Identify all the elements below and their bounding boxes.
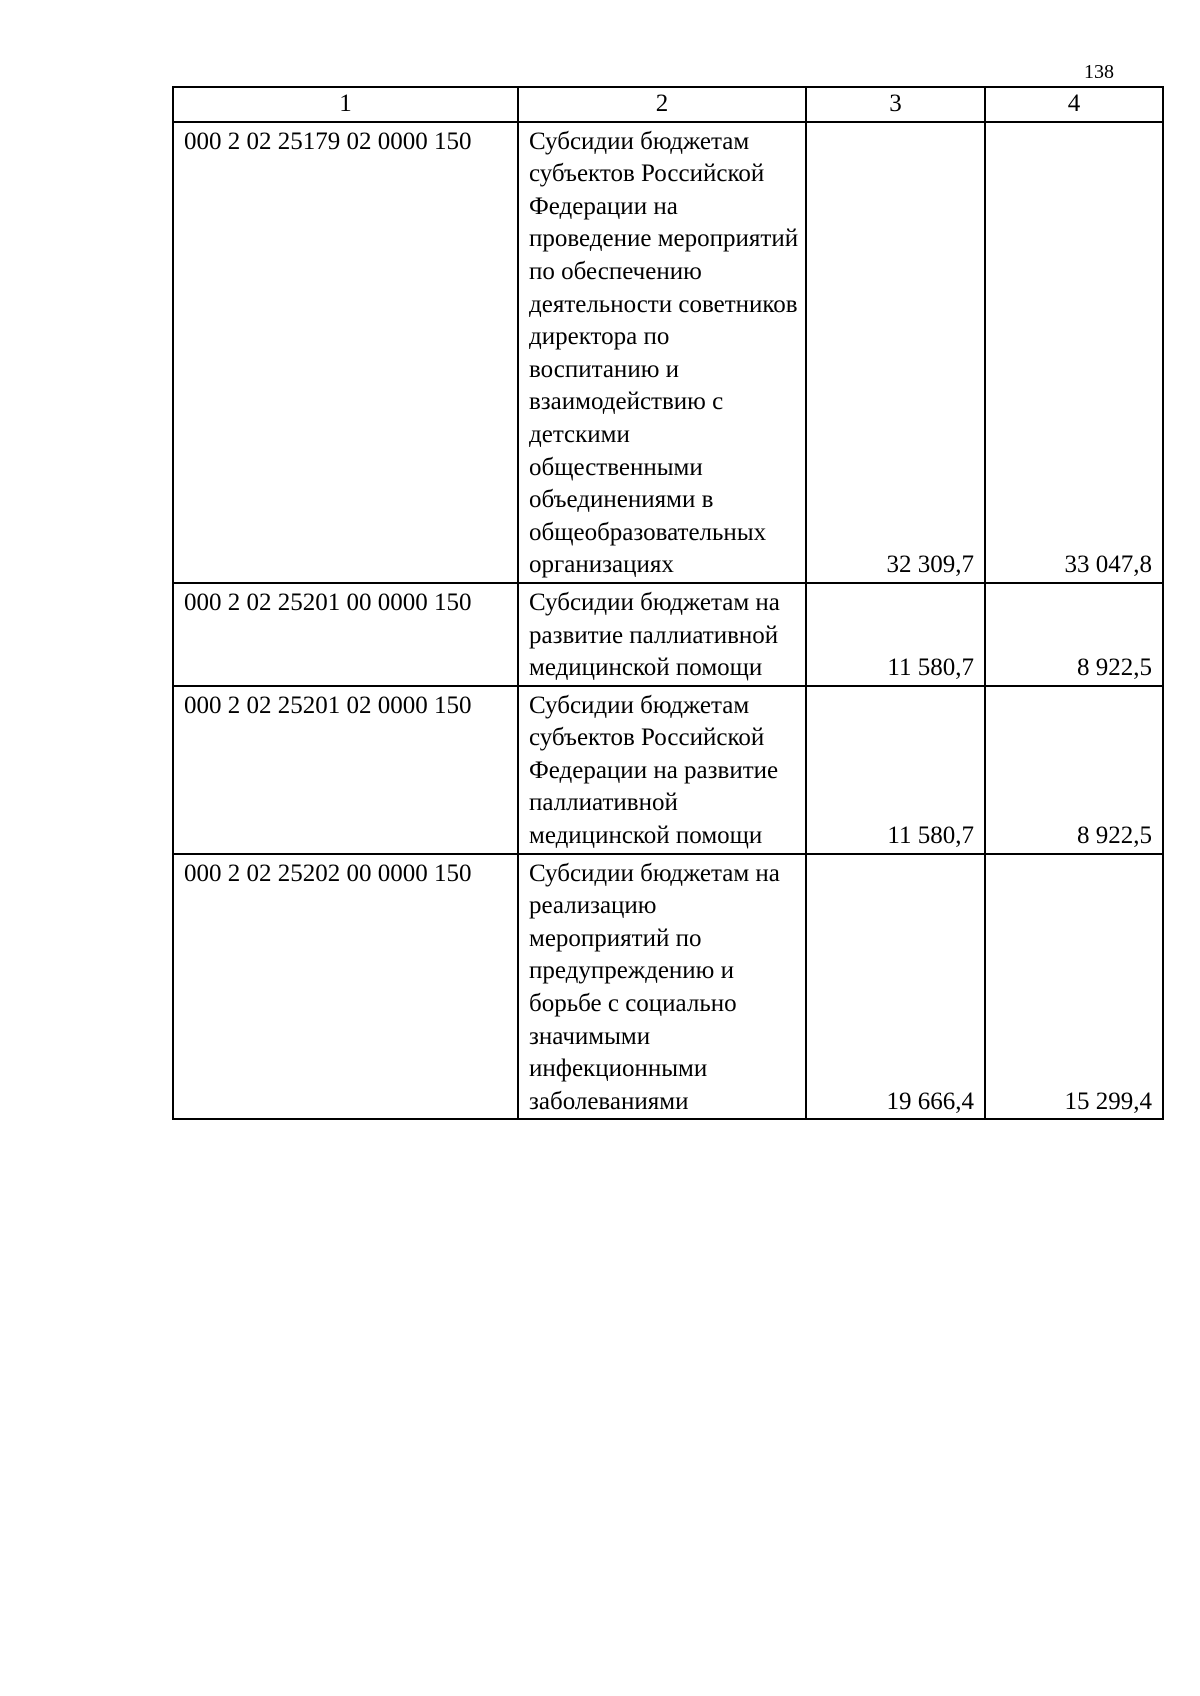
- classification-code: 000 2 02 25179 02 0000 150: [173, 122, 518, 583]
- classification-code: 000 2 02 25201 02 0000 150: [173, 686, 518, 854]
- amount-column-4: 8 922,5: [985, 583, 1163, 686]
- income-description: Субсидии бюджетам субъектов Российской Федерации на проведение мероприятий по обеспечению деятельности советников директора по воспитанию и взаимодействию с детскими общественными объединениями в общеобразовательных организациях: [518, 122, 806, 583]
- budget-table: [172, 86, 1164, 1120]
- table-row: [173, 854, 1163, 1120]
- amount-column-3: 11 580,7: [806, 583, 985, 686]
- amount-column-3: 19 666,4: [806, 854, 985, 1120]
- classification-code: 000 2 02 25202 00 0000 150: [173, 854, 518, 1120]
- income-description: Субсидии бюджетам субъектов Российской Федерации на развитие паллиативной медицинской помощи: [518, 686, 806, 854]
- table-row: [173, 583, 1163, 686]
- column-header-1: 1: [173, 87, 518, 122]
- column-header-2: 2: [518, 87, 806, 122]
- income-description: Субсидии бюджетам на развитие паллиативной медицинской помощи: [518, 583, 806, 686]
- income-description: Субсидии бюджетам на реализацию мероприятий по предупреждению и борьбе с социально значимыми инфекционными заболеваниями: [518, 854, 806, 1120]
- column-header-4: 4: [985, 87, 1163, 122]
- amount-column-4: 15 299,4: [985, 854, 1163, 1120]
- table-row: [173, 122, 1163, 583]
- column-header-3: 3: [806, 87, 985, 122]
- amount-column-3: 32 309,7: [806, 122, 985, 583]
- table-header-row: [173, 87, 1163, 122]
- classification-code: 000 2 02 25201 00 0000 150: [173, 583, 518, 686]
- amount-column-4: 33 047,8: [985, 122, 1163, 583]
- table-row: [173, 686, 1163, 854]
- amount-column-3: 11 580,7: [806, 686, 985, 854]
- amount-column-4: 8 922,5: [985, 686, 1163, 854]
- page-number: 138: [1084, 61, 1114, 83]
